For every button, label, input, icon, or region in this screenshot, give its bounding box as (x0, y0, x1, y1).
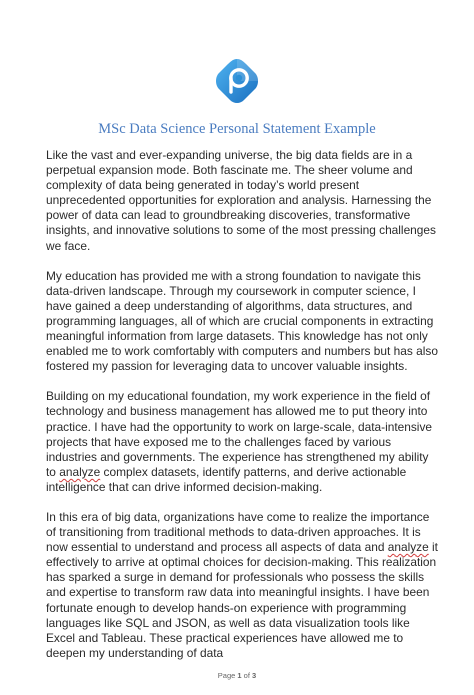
spellcheck-flagged-word: analyze (387, 540, 429, 555)
p-logo-icon (214, 58, 260, 106)
page-of-label: of (243, 671, 250, 680)
body-paragraph (46, 269, 438, 375)
document-title: MSc Data Science Personal Statement Example (98, 121, 376, 137)
spellcheck-flagged-word: analyze (59, 464, 101, 479)
text-run: Like the vast and ever-expanding universe, the big data fields are in a perpetual expansion mode. Both fascinate me. The sheer volume and complexity of data being generated in today’s world present unprecedented opportunities for exploration and analysis. Harnessing the power of data can lead to groundbreaking discoveries, transformative insights, and innovative solutions to some of the most pressing challenges we face. (46, 148, 436, 253)
body-paragraph (46, 510, 438, 661)
text-run: My education has provided me with a strong foundation to navigate this data-driven landscape. Through my coursework in computer science, I have gained a deep understanding of algorithms, data structures, and programming languages, all of which are crucial components in extracting meaningful information from large datasets. This knowledge has not only enabled me to work comfortably with computers and numbers but has also fostered my passion for leveraging data to uncover valuable insights. (46, 268, 438, 374)
total-pages-number: 3 (252, 671, 257, 680)
body-paragraph (46, 148, 438, 254)
text-run: Building on my educational foundation, my work experience in the field of technology and business management has allowed me to put theory into practice. I have had the opportunity to work on large-scale, data-intensive projects that have exposed me to the challenges faced by various industries and governments. The experience has strengthened my ability to (46, 389, 433, 479)
page-label: Page (217, 671, 236, 680)
text-run: complex datasets, identify patterns, and derive actionable intelligence that can drive informed decision-making. (46, 464, 407, 494)
text-run: it effectively to arrive at optimal choices for decision-making. This realization has sparked a surge in demand for professionals who possess the skills and expertise to transform raw data into meaningful insights. I have been fortunate enough to develop hands-on experience with programming languages like SQL and JSON, as well as data visualization tools like Excel and Tableau. These practical experiences have allowed me to deepen my understanding of data (46, 540, 438, 660)
body-paragraph (46, 389, 438, 495)
page-footer (0, 671, 474, 680)
text-run: In this era of big data, organizations have come to realize the importance of transitioning from traditional methods to data-driven approaches. It is now essential to understand and process all aspects of data and (46, 509, 430, 555)
document-body (46, 148, 438, 676)
current-page-number: 1 (237, 671, 242, 680)
